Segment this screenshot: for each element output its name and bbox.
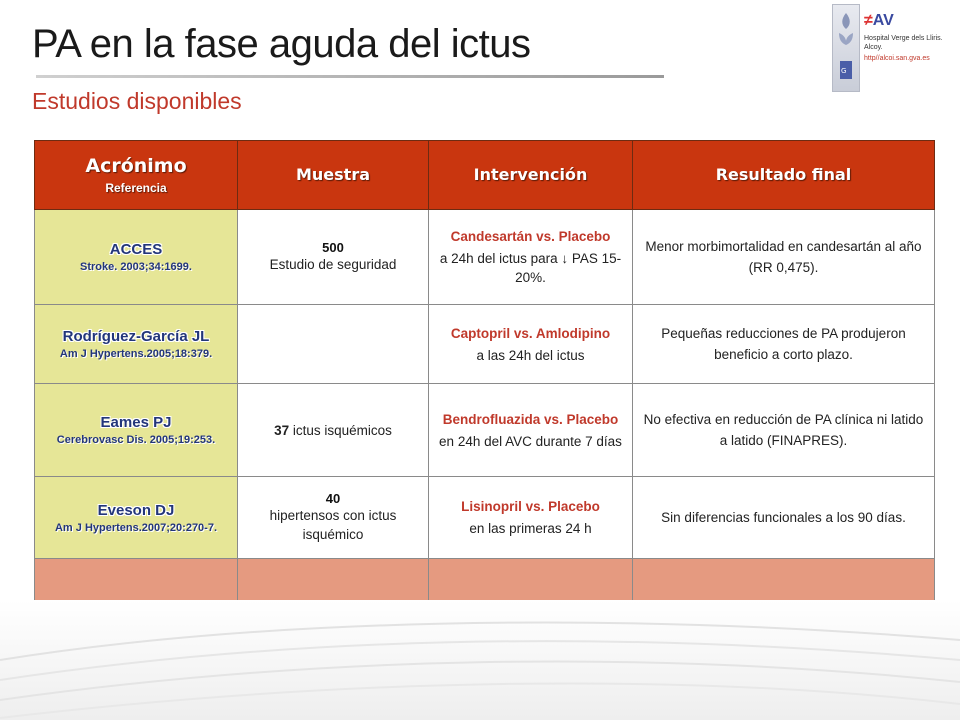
result-text: Menor morbimortalidad en candesartán al año (RR 0,475). bbox=[645, 239, 922, 275]
intervention-detail: en las primeras 24 h bbox=[469, 521, 592, 536]
sample-count: 40 bbox=[325, 491, 341, 506]
header-result bbox=[633, 141, 935, 210]
empty-cell bbox=[35, 559, 238, 602]
studies-table bbox=[34, 140, 935, 602]
sample-description: hipertensos con ictus isquémico bbox=[269, 508, 397, 542]
empty-cell bbox=[238, 559, 429, 602]
header-reference-label: Referencia bbox=[105, 181, 167, 195]
study-acronym: Rodríguez-García JL bbox=[62, 328, 210, 345]
result-text: Pequeñas reducciones de PA produjeron beneficio a corto plazo. bbox=[661, 326, 906, 362]
result-text: Sin diferencias funcionales a los 90 días. bbox=[661, 510, 906, 525]
header-intervention-label: Intervención bbox=[473, 165, 588, 184]
intervention-detail: en 24h del AVC durante 7 días bbox=[439, 433, 622, 449]
sample-description bbox=[246, 421, 420, 440]
result-cell bbox=[633, 210, 935, 305]
empty-table-row bbox=[35, 559, 935, 602]
header-sample-label: Muestra bbox=[295, 165, 371, 184]
intervention-drugs: Bendrofluazida vs. Placebo bbox=[442, 411, 619, 427]
logo-mark: ≠AV bbox=[864, 12, 894, 29]
sample-count: 37 bbox=[274, 422, 290, 438]
intervention-drugs: Captopril vs. Amlodipino bbox=[450, 325, 611, 341]
result-text: No efectiva en reducción de PA clínica ni latido a latido (FINAPRES). bbox=[643, 412, 924, 448]
intervention-detail: a las 24h del ictus bbox=[476, 347, 585, 363]
header-acronym bbox=[35, 141, 238, 210]
lily-icon bbox=[835, 9, 857, 87]
header-acronym-label: Acrónimo bbox=[85, 155, 187, 177]
acronym-cell bbox=[35, 305, 238, 384]
study-reference: Am J Hypertens.2005;18:379. bbox=[59, 348, 213, 360]
header-intervention bbox=[429, 141, 633, 210]
header-result-label: Resultado final bbox=[715, 165, 852, 184]
logo-strip bbox=[832, 4, 860, 92]
logo-mark-text: AV bbox=[872, 12, 894, 29]
decorative-footer-swoosh bbox=[0, 600, 960, 720]
slide-subtitle: Estudios disponibles bbox=[32, 88, 242, 114]
table-header-row bbox=[35, 141, 935, 210]
sample-count: 500 bbox=[322, 240, 344, 255]
result-cell bbox=[633, 305, 935, 384]
study-reference: Am J Hypertens.2007;20:270-7. bbox=[54, 521, 218, 534]
empty-cell bbox=[429, 559, 633, 602]
study-acronym: ACCES bbox=[109, 241, 163, 258]
acronym-cell bbox=[35, 477, 238, 559]
table-row bbox=[35, 477, 935, 559]
intervention-drugs: Lisinopril vs. Placebo bbox=[461, 499, 600, 514]
intervention-drugs: Candesartán vs. Placebo bbox=[450, 229, 611, 244]
logo-line-1: Hospital Verge dels Lliris. bbox=[864, 35, 943, 42]
header-sample bbox=[238, 141, 429, 210]
acronym-cell bbox=[35, 384, 238, 477]
logo-hospital-name bbox=[864, 34, 958, 52]
sample-cell bbox=[238, 477, 429, 559]
study-reference: Stroke. 2003;34:1699. bbox=[80, 261, 192, 273]
logo-line-2: Alcoy. bbox=[864, 44, 883, 51]
sample-description: Estudio de seguridad bbox=[269, 257, 397, 272]
intervention-cell bbox=[429, 477, 633, 559]
study-acronym: Eveson DJ bbox=[97, 501, 175, 519]
slide-title: PA en la fase aguda del ictus bbox=[32, 22, 531, 66]
result-cell bbox=[633, 477, 935, 559]
study-reference: Cerebrovasc Dis. 2005;19:253. bbox=[56, 434, 216, 446]
empty-cell bbox=[633, 559, 935, 602]
result-cell bbox=[633, 384, 935, 477]
sample-cell bbox=[238, 384, 429, 477]
svg-text:G: G bbox=[841, 67, 847, 75]
title-divider bbox=[36, 75, 664, 78]
swoosh-lines bbox=[0, 600, 960, 720]
table-row bbox=[35, 210, 935, 305]
sample-cell bbox=[238, 305, 429, 384]
sample-cell bbox=[238, 210, 429, 305]
logo-url: http//alcoi.san.gva.es bbox=[864, 55, 930, 62]
table-row bbox=[35, 305, 935, 384]
study-acronym: Eames PJ bbox=[100, 414, 172, 431]
hospital-logo bbox=[832, 4, 956, 90]
intervention-cell bbox=[429, 384, 633, 477]
acronym-cell bbox=[35, 210, 238, 305]
sample-description-text: ictus isquémicos bbox=[292, 422, 392, 438]
intervention-cell bbox=[429, 210, 633, 305]
table-row bbox=[35, 384, 935, 477]
intervention-detail: a 24h del ictus para ↓ PAS 15-20%. bbox=[439, 251, 622, 285]
intervention-cell bbox=[429, 305, 633, 384]
